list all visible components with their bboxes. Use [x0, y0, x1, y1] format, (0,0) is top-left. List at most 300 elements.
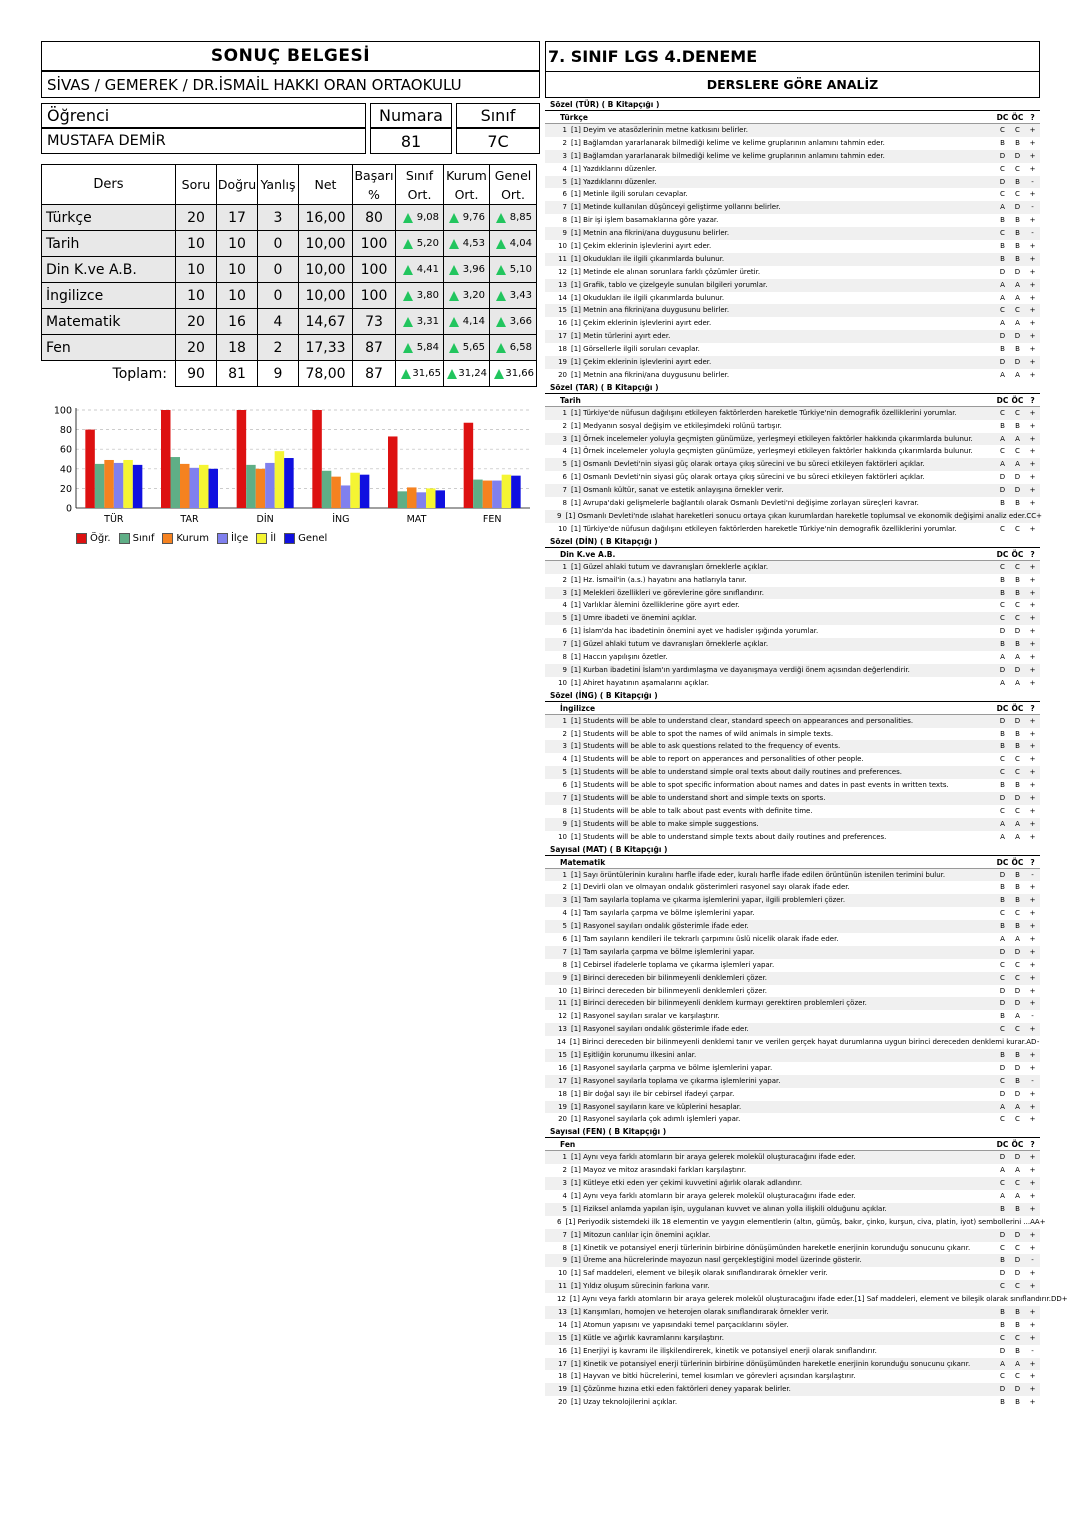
- answer-result: +: [1029, 1333, 1036, 1342]
- question-objective: [1] Students will be able to spot specific information about names and dates in past events in written texts.: [571, 781, 949, 790]
- question-objective: [1] Türkiye'de nüfusun dağılışını etkileyen faktörlerden hareketle Türkiye'nin demografik özelliklerini yorumlar.: [571, 524, 957, 533]
- answer-result: +: [1029, 345, 1036, 354]
- x-tick-label: MAT: [406, 514, 427, 525]
- correct-answer: B: [1000, 742, 1005, 751]
- question-number: 7: [562, 486, 567, 495]
- correct-answer: B: [1000, 729, 1005, 738]
- question-number: 2: [562, 1166, 567, 1175]
- legend-swatch: [76, 533, 87, 544]
- student-answer: C: [1015, 164, 1020, 173]
- question-number: 10: [558, 1269, 567, 1278]
- x-tick-label: DİN: [256, 514, 274, 525]
- total-soru: 90: [176, 361, 217, 387]
- correct-answer: D: [999, 358, 1006, 367]
- correct-answer: C: [1000, 1282, 1005, 1291]
- col-dc: DC: [996, 857, 1009, 867]
- correct-answer: C: [1000, 562, 1005, 571]
- col-oc: ÖC: [1011, 857, 1024, 867]
- analysis-section-title: Sayısal (MAT) ( B Kitapçığı ): [545, 844, 1040, 856]
- student-answer: B: [1015, 138, 1020, 147]
- student-answer: A: [1015, 460, 1020, 469]
- student-answer: A: [1015, 280, 1020, 289]
- up-arrow-icon: [449, 343, 459, 353]
- correct-answer: C: [1000, 1179, 1005, 1188]
- question-objective: [1] Metnin ana fikrini/ana duygusunu belirler.: [571, 306, 730, 315]
- legend-entry: [284, 533, 327, 544]
- question-objective: [1] Periyodik sistemdeki ilk 18 elementin ve yaygın elementlerin (altın, gümüş, bakır, çinko, kurşun, civa, platin, iyot) sembollerini ...: [565, 1217, 1031, 1226]
- correct-answer: C: [1000, 973, 1005, 982]
- bar-mat-5: [436, 490, 446, 508]
- list-item: [545, 1370, 1040, 1383]
- list-item: [545, 894, 1040, 907]
- list-item: [545, 1177, 1040, 1190]
- answer-result: +: [1029, 934, 1036, 943]
- question-objective: [1] Sayı örüntülerinin kuralını harfle ifade eder, kuralı harfle ifade edilen örüntünün istenilen terimini bulur.: [571, 870, 946, 879]
- analysis-subject-header: [545, 1138, 1040, 1151]
- cell-yanlis: 2: [258, 335, 299, 361]
- cell-dogru: 18: [217, 335, 258, 361]
- question-number: 9: [562, 819, 567, 828]
- question-number: 3: [562, 1179, 567, 1188]
- question-objective: [1] Students will be able to understand short and simple texts on sports.: [571, 793, 826, 802]
- question-number: 14: [557, 1038, 566, 1047]
- student-answer: C: [1015, 1115, 1020, 1124]
- question-number: 1: [562, 126, 567, 134]
- correct-answer: D: [999, 793, 1006, 802]
- correct-answer: B: [1000, 781, 1005, 790]
- col-kurum: [444, 165, 490, 205]
- answer-result: -: [1031, 229, 1034, 238]
- list-item: [545, 227, 1040, 240]
- col-sinif-line2: Ort.: [407, 186, 432, 202]
- question-objective: [1] Osmanlı Devleti'nin siyasi güç olarak ortaya çıkış sürecini ve bu süreci etkileyen faktörleri açıklar.: [571, 460, 925, 469]
- answer-result: +: [1029, 434, 1036, 443]
- correct-answer: C: [1000, 1333, 1005, 1342]
- bar-i̇ng-0: [312, 410, 322, 508]
- cell-basari: 100: [353, 231, 396, 257]
- list-item: [545, 1062, 1040, 1075]
- question-objective: [1] Kinetik ve potansiyel enerji türlerinin birbirine dönüşümünden hareketle enerjinin korunduğu sonucunu çıkarır.: [571, 1359, 971, 1368]
- col-dc: DC: [996, 113, 1009, 122]
- question-number: 16: [558, 1346, 567, 1355]
- question-number: 1: [562, 408, 567, 417]
- question-number: 13: [558, 1308, 567, 1317]
- student-answer: D: [1014, 665, 1021, 674]
- list-item: [545, 201, 1040, 214]
- correct-answer: B: [1000, 216, 1005, 225]
- student-answer: A: [1015, 1192, 1020, 1201]
- student-answer: D: [1014, 486, 1021, 495]
- question-objective: [1] Birinci dereceden bir bilinmeyenli denklemleri çözer.: [571, 986, 768, 995]
- question-list: [545, 407, 1043, 536]
- question-number: 7: [562, 1230, 567, 1239]
- correct-answer: A: [1000, 460, 1005, 469]
- list-item: [545, 1358, 1040, 1371]
- cell-soru: 10: [176, 283, 217, 309]
- student-answer: D: [1014, 267, 1021, 276]
- col-net: Net: [299, 165, 353, 205]
- list-item: [545, 574, 1040, 587]
- cell-sinif: [396, 283, 444, 309]
- answer-result: +: [1029, 473, 1036, 482]
- list-item: [545, 728, 1040, 741]
- legend-swatch: [284, 533, 295, 544]
- cell-genel: [490, 335, 537, 361]
- question-objective: [1] Bağlamdan yararlanarak bilmediği kelime ve kelime gruplarının anlamını tahmin eder.: [571, 151, 885, 160]
- student-answer: A: [1015, 934, 1020, 943]
- question-objective: [1] Rasyonel sayıları ondalık gösterimle ifade eder.: [571, 922, 749, 931]
- exam-title: 7. SINIF LGS 4.DENEME: [545, 41, 1040, 71]
- col-result: ?: [1030, 703, 1035, 713]
- cell-sinif-value: 4,41: [416, 264, 439, 275]
- cell-net: 16,00: [299, 205, 353, 231]
- student-answer: D: [1014, 1269, 1021, 1278]
- answer-result: +: [1029, 665, 1036, 674]
- question-number: 4: [562, 755, 567, 764]
- cell-net: 17,33: [299, 335, 353, 361]
- correct-answer: A: [1000, 1359, 1005, 1368]
- question-objective: [1] Saf maddeleri, element ve bileşik olarak sınıflandırarak örnekler verir.: [571, 1269, 828, 1278]
- analysis-subject-header: [545, 548, 1040, 561]
- up-arrow-icon: [496, 265, 506, 275]
- answer-result: +: [1029, 601, 1036, 610]
- list-item: [545, 458, 1040, 471]
- student-answer: B: [1015, 499, 1020, 508]
- results-header-row: [42, 165, 537, 205]
- question-objective: [1] Rasyonel sayıları sıralar ve karşılaştırır.: [571, 1012, 720, 1021]
- y-tick-label: 100: [53, 405, 72, 417]
- cell-basari: 73: [353, 309, 396, 335]
- answer-result: +: [1029, 742, 1036, 751]
- correct-answer: A: [1000, 370, 1005, 379]
- answer-result: +: [1029, 1063, 1036, 1072]
- answer-result: +: [1029, 1269, 1036, 1278]
- student-answer: B: [1015, 229, 1020, 238]
- question-objective: [1] Yıldız oluşum sürecinin farkına varır.: [571, 1282, 710, 1291]
- student-answer: C: [1015, 973, 1020, 982]
- up-arrow-icon: [403, 317, 413, 327]
- question-number: 15: [558, 306, 567, 315]
- question-objective: [1] Osmanlı kültür, sanat ve estetik anlayışına örnekler verir.: [571, 486, 784, 495]
- list-item: [545, 638, 1040, 651]
- question-number: 5: [562, 768, 567, 777]
- cell-basari: 87: [353, 335, 396, 361]
- list-item: [545, 831, 1040, 844]
- total-kurum: [444, 361, 490, 387]
- question-objective: [1] Güzel ahlaki tutum ve davranışları örneklerle açıklar.: [571, 562, 769, 571]
- question-number: 4: [562, 909, 567, 918]
- correct-answer: B: [1000, 421, 1005, 430]
- up-arrow-icon: [403, 343, 413, 353]
- question-number: 18: [558, 1089, 567, 1098]
- list-item: [545, 420, 1040, 433]
- answer-result: +: [1029, 190, 1036, 199]
- question-number: 7: [562, 947, 567, 956]
- question-number: 2: [562, 883, 567, 892]
- correct-answer: D: [999, 716, 1006, 725]
- question-number: 19: [558, 1102, 567, 1111]
- list-item: [545, 266, 1040, 279]
- answer-result: +: [1029, 896, 1036, 905]
- student-answer: B: [1015, 242, 1020, 251]
- up-arrow-icon: [496, 239, 506, 249]
- answer-result: +: [1029, 575, 1036, 584]
- correct-answer: C: [1000, 190, 1005, 199]
- list-item: [545, 1242, 1040, 1255]
- table-row: [42, 231, 537, 257]
- answer-result: +: [1029, 1359, 1036, 1368]
- list-item: [545, 587, 1040, 600]
- list-item: [545, 343, 1040, 356]
- bar-fen-1: [473, 480, 483, 508]
- question-number: 5: [562, 922, 567, 931]
- bar-tar-5: [209, 469, 219, 508]
- question-objective: [1] Kütleye etki eden yer çekimi kuvvetini ağırlık olarak adlandırır.: [571, 1179, 803, 1188]
- list-item: [545, 907, 1040, 920]
- student-answer: D: [1014, 1385, 1021, 1394]
- student-answer: C: [1015, 190, 1020, 199]
- student-answer: D: [1014, 947, 1021, 956]
- correct-answer: B: [1000, 499, 1005, 508]
- question-number: 19: [558, 358, 567, 367]
- question-number: 17: [558, 1359, 567, 1368]
- list-item: [545, 1267, 1040, 1280]
- list-item: [545, 1101, 1040, 1114]
- list-item: [545, 1293, 1068, 1306]
- answer-result: +: [1029, 1179, 1036, 1188]
- cell-genel: [490, 205, 537, 231]
- correct-answer: D: [999, 665, 1006, 674]
- cell-sinif-value: 5,84: [416, 342, 439, 353]
- answer-result: +: [1029, 716, 1036, 725]
- student-answer: D: [1014, 1230, 1021, 1239]
- legend-swatch: [256, 533, 267, 544]
- question-number: 3: [562, 896, 567, 905]
- question-number: 18: [558, 345, 567, 354]
- subject-name: Tarih: [560, 395, 581, 405]
- cell-net: 10,00: [299, 257, 353, 283]
- cell-kurum: [444, 335, 490, 361]
- student-answer: C: [1015, 614, 1020, 623]
- student-answer: A: [1015, 1102, 1020, 1111]
- analysis-section-title: Sözel (DİN) ( B Kitapçığı ): [545, 536, 1040, 548]
- answer-result: +: [1029, 1115, 1036, 1124]
- col-oc: ÖC: [1011, 1140, 1024, 1150]
- answer-result: +: [1029, 806, 1036, 815]
- student-answer: B: [1015, 216, 1020, 225]
- answer-result: +: [1029, 922, 1036, 931]
- bar-i̇ng-1: [322, 471, 332, 508]
- list-item: [545, 1049, 1040, 1062]
- correct-answer: B: [1000, 1320, 1005, 1329]
- col-result: ?: [1030, 395, 1035, 405]
- question-number: 9: [557, 511, 562, 520]
- question-number: 5: [562, 460, 567, 469]
- correct-answer: D: [999, 947, 1006, 956]
- student-answer: A: [1015, 678, 1020, 687]
- question-objective: [1] Students will be able to report on apperances and personalities of other people.: [571, 755, 864, 764]
- cell-ders: Türkçe: [42, 205, 176, 231]
- correct-answer: C: [1000, 1243, 1005, 1252]
- answer-result: +: [1029, 486, 1036, 495]
- answer-result: +: [1029, 1204, 1036, 1213]
- answer-result: +: [1029, 947, 1036, 956]
- bar-i̇ng-2: [331, 477, 341, 508]
- up-arrow-icon: [494, 369, 504, 379]
- answer-result: +: [1029, 883, 1036, 892]
- question-objective: [1] Örnek incelemeler yoluyla geçmişten günümüze, yerleşmeyi etkileyen faktörler hakkında çıkarımlarda bulunur.: [571, 447, 973, 456]
- list-item: [545, 407, 1040, 420]
- x-tick-label: TÜR: [104, 514, 124, 525]
- list-item: [545, 137, 1040, 150]
- question-objective: [1] Students will be able to talk about past events with definite time.: [571, 806, 813, 815]
- student-answer: B: [1015, 177, 1020, 186]
- student-answer: B: [1015, 1051, 1020, 1059]
- cell-dogru: 17: [217, 205, 258, 231]
- up-arrow-icon: [496, 291, 506, 301]
- student-answer: D: [1014, 473, 1021, 482]
- list-item: [545, 176, 1040, 189]
- student-class: 7C: [456, 128, 540, 154]
- list-item: [545, 753, 1040, 766]
- student-answer: C: [1015, 806, 1020, 815]
- up-arrow-icon: [449, 239, 459, 249]
- list-item: [545, 1280, 1040, 1293]
- list-item: [545, 766, 1040, 779]
- question-number: 15: [558, 1333, 567, 1342]
- bar-i̇ng-5: [360, 475, 370, 508]
- y-tick-label: 40: [59, 464, 72, 476]
- bar-tür-2: [104, 460, 114, 508]
- correct-answer: C: [1000, 1025, 1005, 1034]
- list-item: [545, 1151, 1040, 1164]
- question-number: 4: [562, 447, 567, 456]
- answer-result: +: [1029, 138, 1036, 147]
- question-number: 8: [562, 806, 567, 815]
- correct-answer: B: [1000, 138, 1005, 147]
- correct-answer: D: [999, 627, 1006, 636]
- legend-swatch: [217, 533, 228, 544]
- answer-result: +: [1029, 986, 1036, 995]
- subject-name: Matematik: [560, 857, 606, 867]
- correct-answer: A: [1000, 293, 1005, 302]
- correct-answer: A: [1000, 652, 1005, 661]
- student-answer: D: [1056, 1295, 1062, 1304]
- col-genel-line2: Ort.: [501, 186, 525, 202]
- answer-result: +: [1029, 1051, 1036, 1059]
- bar-di̇n-0: [237, 410, 247, 508]
- list-item: [545, 163, 1040, 176]
- question-objective: [1] Türkiye'de nüfusun dağılışını etkileyen faktörlerden hareketle Türkiye'nin demografik özelliklerini yorumlar.: [571, 408, 957, 417]
- cell-ders: Din K.ve A.B.: [42, 257, 176, 283]
- legend-label: İl: [270, 533, 277, 544]
- answer-result: +: [1029, 909, 1036, 918]
- correct-answer: A: [1030, 1217, 1035, 1226]
- up-arrow-icon: [496, 213, 506, 223]
- question-objective: [1] Bağlamdan yararlanarak bilmediği kelime ve kelime gruplarının anlamını tahmin eder.: [571, 138, 885, 147]
- correct-answer: B: [1000, 345, 1005, 354]
- bar-tar-1: [171, 457, 181, 508]
- answer-result: +: [1029, 588, 1036, 597]
- student-answer: C: [1015, 408, 1020, 417]
- question-number: 8: [562, 216, 567, 225]
- question-number: 10: [558, 832, 567, 841]
- bar-tür-1: [95, 464, 105, 508]
- list-item: [545, 497, 1040, 510]
- student-label: Öğrenci: [41, 103, 366, 128]
- col-oc: ÖC: [1011, 703, 1024, 713]
- list-item: [545, 1075, 1040, 1088]
- cell-net: 10,00: [299, 231, 353, 257]
- legend-swatch: [119, 533, 130, 544]
- bar-fen-4: [502, 475, 512, 508]
- list-item: [545, 599, 1040, 612]
- legend-swatch: [162, 533, 173, 544]
- question-number: 9: [562, 1256, 567, 1265]
- question-number: 3: [562, 588, 567, 597]
- answer-result: +: [1029, 460, 1036, 469]
- list-item: [545, 240, 1040, 253]
- student-answer: C: [1015, 524, 1020, 533]
- correct-answer: D: [999, 1153, 1006, 1162]
- student-answer: C: [1015, 1179, 1020, 1188]
- answer-result: +: [1029, 1230, 1036, 1239]
- question-number: 6: [562, 934, 567, 943]
- answer-result: +: [1029, 370, 1036, 379]
- correct-answer: D: [999, 267, 1006, 276]
- student-answer: A: [1015, 434, 1020, 443]
- student-answer: C: [1015, 909, 1020, 918]
- list-item: [545, 124, 1040, 137]
- question-objective: [1] Rasyonel sayılarla çok adımlı işlemleri yapar.: [571, 1115, 741, 1124]
- answer-result: +: [1029, 1089, 1036, 1098]
- x-tick-label: İNG: [332, 514, 350, 525]
- question-number: 14: [558, 293, 567, 302]
- question-number: 13: [558, 280, 567, 289]
- question-list: [545, 561, 1040, 690]
- bar-fen-5: [511, 476, 520, 508]
- question-objective: [1] Osmanlı Devleti'nde ıslahat hareketleri sonucu ortaya çıkan kurumlardan hareketle toplumsal ve ekonomik değişimi analiz eder.: [565, 511, 1027, 520]
- question-number: 7: [562, 203, 567, 212]
- student-answer: B: [1015, 345, 1020, 354]
- list-item: [545, 1023, 1040, 1036]
- answer-result: +: [1029, 242, 1036, 251]
- question-number: 16: [558, 319, 567, 328]
- up-arrow-icon: [403, 239, 413, 249]
- legend-entry: [162, 533, 209, 544]
- question-number: 11: [558, 254, 567, 263]
- analysis-subject-header: [545, 702, 1040, 715]
- question-objective: [1] Grafik, tablo ve çizelgeyle sunulan bilgileri yorumlar.: [571, 280, 768, 289]
- question-objective: [1] Rasyonel sayılarla toplama ve çıkarma işlemlerini yapar.: [571, 1076, 781, 1085]
- student-answer: B: [1015, 421, 1020, 430]
- student-answer: B: [1015, 870, 1020, 879]
- list-item: [545, 445, 1040, 458]
- student-answer: C: [1015, 601, 1020, 610]
- bar-mat-1: [398, 491, 408, 508]
- correct-answer: B: [1000, 1308, 1005, 1317]
- list-item: [545, 317, 1040, 330]
- list-item: [545, 484, 1040, 497]
- cell-genel: [490, 283, 537, 309]
- student-answer: C: [1015, 306, 1020, 315]
- question-number: 8: [562, 499, 567, 508]
- question-number: 6: [557, 1217, 562, 1226]
- list-item: [545, 433, 1040, 446]
- up-arrow-icon: [449, 213, 459, 223]
- correct-answer: C: [1000, 408, 1005, 417]
- cell-kurum: [444, 231, 490, 257]
